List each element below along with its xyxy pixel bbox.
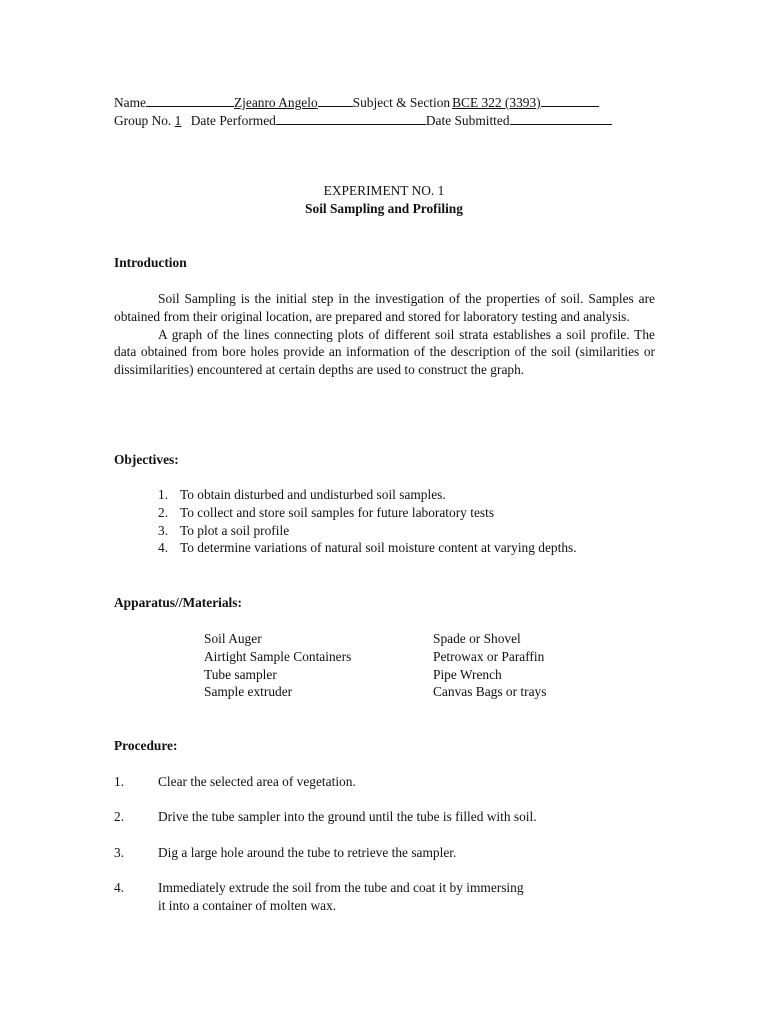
list-item: 3. To plot a soil profile bbox=[158, 522, 290, 538]
subject-value: BCE 322 (3393) bbox=[452, 95, 541, 110]
experiment-subtitle: Soil Sampling and Profiling bbox=[305, 201, 463, 216]
procedure-heading: Procedure: bbox=[114, 738, 178, 753]
objectives-heading: Objectives: bbox=[114, 452, 179, 467]
apparatus-list-right bbox=[433, 630, 546, 701]
date-submitted-label: Date Submitted bbox=[425, 113, 510, 128]
experiment-title: EXPERIMENT NO. 1 bbox=[323, 183, 445, 198]
header-line-1 bbox=[114, 94, 599, 111]
list-item: Petrowax or Paraffin bbox=[433, 648, 545, 664]
date-performed-label: Date Performed bbox=[190, 113, 276, 128]
introduction-body bbox=[114, 290, 655, 379]
list-item: Airtight Sample Containers bbox=[204, 648, 352, 664]
introduction-paragraph-1: Soil Sampling is the initial step in the investigation of the properties of soil. Samples are obtained from their original location, are prepared and stored for laboratory testing and analysis. bbox=[114, 291, 655, 324]
name-value: Zjeanro Angelo bbox=[233, 95, 318, 110]
objectives-list bbox=[158, 486, 577, 557]
list-item: 2. To collect and store soil samples for future laboratory tests bbox=[158, 504, 495, 520]
introduction-heading: Introduction bbox=[114, 255, 187, 270]
list-item: 1. To obtain disturbed and undisturbed soil samples. bbox=[158, 487, 446, 502]
introduction-paragraph-2: A graph of the lines connecting plots of different soil strata establishes a soil profile. The data obtained from bore holes provide an information of the description of the soil (similarities or dissimilarities) encountered at certain depths are used to construct the graph. bbox=[114, 326, 655, 378]
apparatus-list-left bbox=[204, 630, 351, 701]
list-item: Soil Auger bbox=[204, 631, 262, 646]
header-line-2 bbox=[114, 112, 612, 129]
apparatus-heading: Apparatus//Materials: bbox=[114, 595, 242, 610]
name-label: Name bbox=[114, 95, 146, 110]
list-item: Tube sampler bbox=[204, 666, 277, 682]
list-item: Pipe Wrench bbox=[433, 666, 502, 682]
group-value: 1 bbox=[174, 113, 182, 128]
list-item: 4. To determine variations of natural soil moisture content at varying depths. bbox=[158, 540, 577, 556]
list-item: Canvas Bags or trays bbox=[433, 684, 547, 700]
list-item: Sample extruder bbox=[204, 684, 293, 700]
subject-label: Subject & Section bbox=[352, 95, 451, 110]
group-label: Group No. bbox=[114, 113, 172, 128]
list-item: Spade or Shovel bbox=[433, 631, 521, 646]
